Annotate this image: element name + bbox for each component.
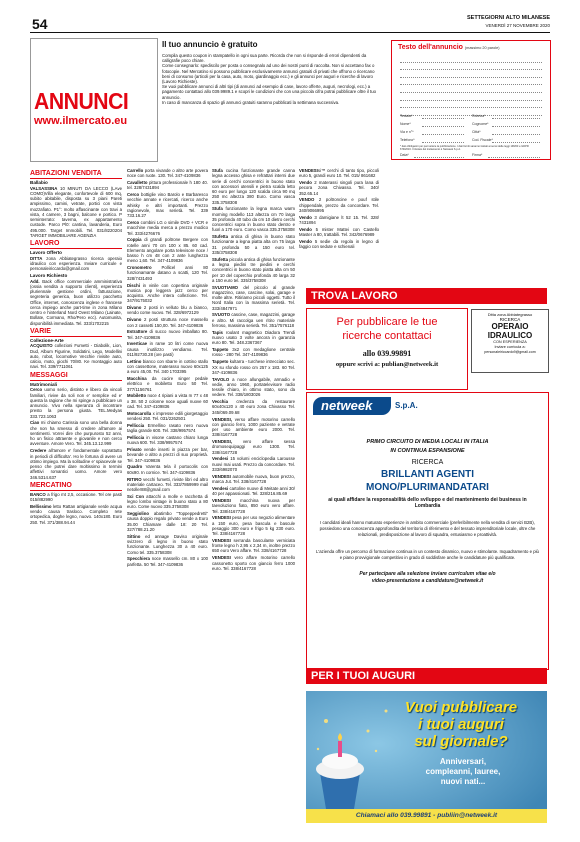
classified-ad: [30, 186, 122, 239]
classified-ad-text: porta vivande o altro arte povera noce con ruote. 130. Tel. 347-4109836: [127, 168, 208, 179]
classified-ad-keyword: Credere: [30, 448, 47, 454]
classified-ad-text: piccola antica di ghisa funzionante a legna piedini tre piedini e cerchi concentrici in buono stato piatta alta cm 50 per 10 del coperchio profonda 40 larga 32 a 150 euro tel. 335/3758308: [212, 256, 295, 283]
classified-ad-text: a noce allungabile, armadio e vedie, anno 1960, portatelevisore radio tessile chiaro, in ottimo stato, sono da vedere. Tel. 338/1803026: [212, 376, 295, 398]
classified-ad: [127, 180, 208, 191]
classifieds-column-1: [30, 168, 122, 833]
netweek-ricerca: RICERCA: [411, 459, 444, 466]
classified-ad-text: 5 mister Mattei con Castello Master a 80, trattabili. Tel. 342/0676989: [299, 226, 379, 238]
auguri-subtitle: [393, 757, 533, 787]
classified-ad-keyword: Vecchia: [212, 399, 229, 405]
field-codfiscale-input[interactable]: [492, 142, 540, 143]
classified-ad-text: a frigo mt 2,5, occasione. Tel ore pasti 015/882990: [30, 491, 122, 502]
classified-ad: [127, 341, 208, 357]
classified-ad-keyword: Tapis: [212, 329, 223, 335]
classified-ad-keyword: Vendo: [299, 180, 312, 186]
netweek-logo: netweek: [313, 397, 391, 415]
form-title: Testo dell'annuncio (massimo 20 parole): [398, 44, 500, 51]
classified-ad-keyword: Ciao: [30, 420, 40, 426]
classified-ad-text: vecchi fumetti, riviste libri ed altro materiale cartaceo. Tel. 333/7869999 mail netoller88@gmail.com: [127, 476, 208, 493]
classified-ad-text: di grandi poltrone Bergere con rotelle anni 70 cm 100 x 85. 60 cad. Elemento angolare porta televisore noce / basso h cm 48 con 2 ante lunghezza meno 1,60. Tel. 347-4109836: [127, 237, 208, 264]
netweek-spa: S.p.A.: [395, 401, 418, 410]
classified-ad: [299, 215, 379, 226]
classified-ad-text: kultarra - turchese intrecciato sec. XX su sfondo rosso cm 257 x 183. 60 Tel. 347-4109836: [212, 359, 295, 375]
classified-ad-keyword: Sittino: [127, 533, 141, 539]
classified-ad-keyword: Stufetta: [212, 234, 228, 240]
classified-ad: [30, 387, 122, 419]
classified-ad: [127, 393, 208, 409]
field-codfiscale: Cod. Fiscale*: [472, 138, 493, 142]
trova-lavoro-line1: Per pubblicare le tue: [336, 316, 438, 328]
classified-ad-keyword: DITTA: [30, 255, 43, 261]
section-heading: ABITAZIONI VENDITA: [30, 170, 122, 179]
issue-date: VENERDÌ 27 NOVEMBRE 2020: [485, 23, 550, 28]
auguri-title: [381, 699, 541, 750]
classified-ad: [127, 237, 208, 263]
classified-ad: [127, 305, 208, 316]
classified-ad: [212, 234, 295, 255]
netweek-body-2: L'azienda offre un percorso di formazione continua in un contesto dinamico, nuovo e stimolante. Inquadramento e più e piano provvigionale competitivo in grado di soddisfare anche le candidature più qualificate.: [316, 549, 539, 560]
classified-ad-keyword: RITIRO: [127, 476, 142, 482]
classified-ad: [212, 285, 295, 311]
annuncio-text-area[interactable]: [400, 55, 542, 116]
classified-ad: [30, 492, 122, 503]
field-data-input[interactable]: [414, 157, 464, 158]
trova-lavoro-box: [306, 308, 468, 390]
classified-ad-keyword: VENDESI: [212, 537, 231, 543]
classified-ad-keyword: Macchina: [127, 376, 147, 382]
classified-ad: [212, 498, 295, 514]
classified-ad: [127, 376, 208, 392]
netweek-cta-1: Per partecipare alla selezione inviare curriculum vitae e/o: [359, 571, 496, 577]
classified-ad: [127, 192, 208, 218]
classified-ad: [299, 168, 379, 179]
classified-ad-keyword: Bellissimo: [30, 503, 52, 509]
classified-ad-keyword: BANCO: [30, 491, 46, 497]
auguri-title-3: sul giornale?: [414, 733, 508, 750]
classified-ad-text: automobile nuova, buon prezzo, marca Jut. Tel. 338/4167728: [212, 473, 295, 485]
section-heading: MESSAGGI: [30, 372, 122, 381]
classified-ad: [212, 312, 295, 328]
classified-ad-keyword: VENDESI: [212, 515, 231, 521]
annunci-site-link[interactable]: www.ilmercato.eu: [34, 115, 128, 127]
classified-ad-text: pesa per uso negozio alimentare a 150 euro, pesa bascula e bascule pesaggio 300 euro e frigo 5 kg 230 euro. Tel. 338/4167728: [212, 515, 295, 537]
classified-ad-text: del piccolo al grande magazzino, case, cascine, solai, garage e molte altre. Ritiriamo piccoli oggetti. Tutto il Nord Italia con la massima serietà. Tel. 333/4847971: [212, 284, 295, 311]
classified-ad-text: attacchi a molle e racchetta di legno lombo vintage in buono stato a 80 euro. Come nuovo 335.3758308: [127, 493, 208, 510]
netweek-headline-2: IN CONTINUA ESPANSIONE: [390, 448, 465, 454]
classified-ad-text: in rame 10 litri come nuova causa inutilizzo vendiamo. Tel. 011/92730.28 (ore pasti): [127, 341, 208, 357]
classified-ad-keyword: Mobiletto: [127, 393, 147, 399]
classified-ad: [127, 464, 208, 475]
subsection-heading: Matrimoniali: [30, 381, 58, 387]
classified-ad-keyword: Estrattore: [127, 329, 148, 335]
netweek-role-2: MONO/PLURIMANDATARI: [366, 482, 489, 493]
classified-ad-text: Varenta tela il portocolis con 60x90. In cornice. Tel. 347-4109836: [127, 464, 208, 475]
field-cognome-input[interactable]: [492, 126, 540, 127]
classified-ad: [30, 448, 122, 480]
classified-ad-text: vende inserti in piazza per bar, bevande o altro a prezzi di suo proprietà. Tel. 347-4109836: [127, 447, 208, 463]
field-testata-input[interactable]: [422, 118, 464, 119]
classified-ad-keyword: Pelliccia: [127, 435, 145, 440]
classified-ad-keyword: Divano: [127, 317, 142, 323]
ditta-ad: [471, 309, 549, 373]
classified-ad-keyword: Vendo: [299, 238, 312, 244]
classified-ad-keyword: Lettino: [127, 358, 142, 364]
classified-ad-text: ed annage Daviso originale svizzero di legno in buono stato funzionante. Lunghezza 30 a 40 euro. Como tel. 335.3758308: [127, 533, 208, 555]
field-firma: Firma*: [472, 153, 483, 157]
field-citta: Città*: [472, 130, 481, 134]
classified-ad-text: 2 materassi singoli pura lana di pecora zona Chivasso. Tel. 340/ 352.65.14: [299, 180, 379, 196]
classified-ad: [127, 283, 208, 304]
classifieds-column-4: [299, 168, 379, 283]
classified-ad-keyword: Specchiera: [127, 556, 150, 562]
classified-ad: [212, 439, 295, 455]
classified-ad-keyword: Vendo: [299, 226, 312, 232]
netweek-cta-2[interactable]: video-presentazione a candidature@netweek.it: [371, 578, 484, 584]
ditta-line2: RICERCA: [499, 317, 521, 322]
classified-ad-text: credenza da restaurare 60x40x120 x 40 euro zona Chivasso Tel. 345/069.09.68: [212, 399, 295, 415]
classified-ad-text: bianco con sbarre in cottino stallo con cassettone, materasso nuovo 60x125 a euro 45,00. Tel. 340 1703395: [127, 358, 208, 375]
classified-ad-keyword: ACQUISTO: [30, 343, 53, 349]
section-heading: VARIE: [30, 328, 122, 337]
classified-ad-keyword: Tappeto: [212, 347, 229, 353]
classified-ad: [212, 330, 295, 346]
classified-ad-text: vero affare sessa dromosequipaggi euro 1300. Tel. 338/4167728: [212, 439, 295, 455]
classified-ad-text: bottiglie vino Barolo e Barbaresco vecchie annate e ricercati, ricerco anche whisky e altri importanti. Prezzo ragionevole, max serietà. Tel. 339 733.16.27: [127, 192, 208, 219]
field-via: Via e n°*: [400, 130, 414, 134]
classified-ad-keyword: Motocarolla: [127, 410, 152, 416]
classified-ad-keyword: VENDESI: [212, 498, 231, 503]
classified-ad-text: uomo serio, distinto e libero da vincoli familiari, rivive da soli non e' semplice ed e' questa la ragione che mi spinge a pubblicare un annuncio. Vivo nella speranza di incontrare presto la persona giusta. TEL.Medyas 333.723.1063: [30, 387, 122, 419]
ditta-line1: Ditta zona Abbiategrasso: [487, 312, 533, 317]
classified-ad: [127, 494, 208, 510]
auguri-subtitle-2: compleanni, lauree,: [425, 767, 501, 776]
classified-ad-keyword: Sci Con: [127, 493, 144, 499]
classified-ad: [127, 411, 208, 422]
classified-ad: [299, 227, 379, 238]
classified-ad-keyword: Carrello: [127, 168, 144, 173]
classified-ad-text: zona Abbiategrasso ricerca operaio idraulico con esperienza. Inviare curricule e personaleiriccardo@gmail.com: [30, 255, 122, 272]
auguri-header: PER I TUOI AUGURI: [306, 668, 547, 684]
header-rule: [30, 32, 550, 33]
classified-ad-keyword: SVUOTIAMO: [212, 284, 239, 290]
masthead: [467, 15, 550, 29]
form-subtitle: (massimo 20 parole): [464, 46, 500, 50]
field-cognome: Cognome*: [472, 122, 489, 126]
classified-ad-text: serranda basculante verniciata fronte legno h 2,95 x 2,34 m, inoltre prezzo 650 euro Vero affare. Tel. 338/4167728: [212, 537, 295, 554]
subsection-heading: Collezione-Arte: [30, 337, 64, 343]
classified-ad: [212, 515, 295, 536]
classified-ad: [212, 377, 295, 398]
ditta-line4: IDRAULICO: [487, 331, 533, 340]
netweek-role-1: BRILLANTI AGENTI: [381, 469, 474, 480]
classified-ad: [30, 343, 122, 369]
classified-ad: [30, 279, 122, 326]
classified-ad-text: vero affare motorino carrello cassonetto sporto con giancio ferro 1000 euro. Tel. 338/4167728: [212, 555, 295, 571]
classified-ad-keyword: Privato: [127, 447, 142, 453]
intro-paragraph: In caso di mancanza di spazio gli annunci gratuiti saranno pubblicati la settimana successiva.: [162, 99, 340, 105]
auguri-subtitle-1: Anniversari,: [439, 757, 487, 766]
classified-ad-text: 10 MINUTI DA LECCO (LAve COMO)Villa elegante, confortevole di 600 mq, subito abitabile, disposta su 3 piani Pareti ampissimo, camini, vetrate, portici con vista mozzafiato. P1°: molto affascinante con travi a vista, 4 camere, 3 bagni, balcone e portico. P seminterrato: taverna, ex appartamento custode. Parco Pl0: cantina, lavanderia, Euro 495.000. Target Immobili. Tel. 031/8220204 TARGET IMMOBILIARE AGENZIA: [30, 185, 122, 238]
classified-ad: [212, 538, 295, 554]
classified-ad: [127, 511, 208, 532]
classified-ad: [30, 420, 122, 446]
ditta-email[interactable]: personaleiriccardo9@gmail.com: [484, 350, 536, 354]
classified-ad-text: cucina funzionante grande canna legna accesso ghisa e refrattari interni due serie di cerchi concentrici in buono stato con accessori utensili e pietra scalda letto 60 euro per lungo 120 scalda circa 90 mq 250 mc altezza 380 Euro. Como vasca 335.3758308: [212, 168, 295, 205]
trova-lavoro-email[interactable]: oppure scrivi a: publian@netweek.it: [335, 361, 439, 368]
trova-lavoro-header: TROVA LAVORO: [306, 288, 547, 304]
field-citta-input[interactable]: [492, 134, 540, 135]
classified-ad: [127, 317, 208, 328]
classified-ad-text: in visone castano chiaro lunga nuova 600. Tel. 338/9957574: [127, 435, 208, 446]
classified-ad-keyword: Tappeto: [212, 359, 229, 365]
classified-ad: [299, 239, 379, 250]
intro-block: [162, 40, 382, 105]
classified-ad: [212, 474, 295, 485]
classified-ad: [127, 168, 208, 179]
classified-ad: [212, 257, 295, 283]
classified-ad-text: antica di ghisa in buono stato funzionante a legna piatta alta cm 75 larga 31 profonda 50 a 150 euro tel. 335/3758308: [212, 234, 295, 255]
classified-ad-keyword: VENDESI,: [212, 439, 233, 445]
classified-ad-text: letto Rattan artigianale verde acqua vendo causa trasloco. Completo rete ortopedica, doghe legno, nuovo. 140x180. Euro 250. Tel. 371/388.94.44: [30, 503, 122, 525]
classified-ad: [127, 329, 208, 340]
subsection-heading: Lavoro Offerto: [30, 250, 62, 256]
classified-ad-keyword: Cerco: [30, 387, 43, 393]
classified-ad-keyword: VENDESI: [299, 168, 318, 173]
classified-ad-keyword: SVUOTO: [212, 312, 231, 318]
classified-ad: [127, 435, 208, 446]
auguri-title-2: i tuoi auguri: [418, 716, 504, 733]
classified-ad: [127, 447, 208, 463]
classified-ad: [212, 399, 295, 415]
classified-ad: [212, 555, 295, 571]
classified-ad: [212, 456, 295, 472]
classified-ad: [299, 180, 379, 196]
classified-ad-text: 3x2 con medaglione centrale rosso - 280 Tel. 347-4109836: [212, 347, 295, 358]
classified-ad-keyword: Stufa: [212, 206, 223, 212]
auguri-subtitle-3: nuovi nati...: [440, 777, 486, 786]
section-heading: LAVORO: [30, 240, 122, 249]
classified-ad-keyword: VENDESI: [212, 555, 231, 561]
classified-ad-text: 5 sedie da regola in legno di faggio con sedute e schienali: [299, 238, 379, 250]
classified-ad: [127, 359, 208, 375]
coupon-form: [391, 40, 551, 160]
classified-ad-keyword: VENDO: [299, 197, 315, 203]
classified-ad-text: macchina nuova per taevoluziono fiato, 850 euro vero affare. Tel. 338/4167728: [212, 498, 295, 514]
classified-ad-text: 3 damigiane lt 52 15. Tel. 328/ 7431894: [299, 214, 379, 226]
annunci-title: ANNUNCI: [34, 88, 129, 114]
classifieds-column-2: [127, 168, 208, 833]
classified-ad: [212, 486, 295, 497]
classified-ad-keyword: Cerco: [127, 220, 140, 226]
trova-lavoro-line2: ricerche contattaci: [342, 330, 432, 342]
classified-ad-text: roulant magnetico Diadora Trendi nuovo usato 3 volte ancora in garanzia euro 80. Tel. 348.2367367: [212, 329, 295, 346]
ditta-line6: Inviare curricula a:: [494, 345, 526, 349]
classified-ad: [212, 206, 295, 232]
classified-ad-keyword: Cerco: [127, 192, 140, 198]
intro-title: Il tuo annuncio è gratuito: [162, 40, 258, 49]
classified-ad-keyword: TAVOLO: [212, 376, 230, 382]
classified-ad-text: in vinile con copertina originale musica pop leggera jazz cerco per acquisto. Anche intera collezione. Tel. 347/9175032: [127, 282, 208, 304]
netweek-body: I candidati ideali hanno maturato esperienze in ambito commerciale (preferibilmente nella vendita di servizi B2B), possiedono una conoscenza approfondita del territorio di riferimento e del tessuto imprenditoriale locale, oltre che relazionali, predisposizione al lavoro di squadra, entusiasmo e proattività.: [319, 520, 536, 537]
classified-ad-keyword: Vendesi: [212, 456, 229, 462]
classified-ad-keyword: Divano: [127, 305, 142, 311]
page-number: 54: [32, 16, 48, 32]
auguri-ad: [306, 691, 547, 823]
trova-lavoro-phone: allo 039.99891: [362, 349, 412, 358]
intro-paragraph: Compila questo coupon in stampatello in ogni sua parte. Ricorda che non si risponde di errori dipendenti da calligrafie poco chiare.: [162, 53, 367, 64]
netweek-headline-1: PRIMO CIRCUITO DI MEDIA LOCALI IN ITALIA: [366, 439, 489, 445]
subsection-heading: Lavoro Richiesto: [30, 273, 68, 279]
classified-ad-text: si™ cerchi di tanto tipo, piccoli euro 5, grandi euro 10. Tel. 015/ 861682: [299, 168, 379, 179]
classified-ad-text: funzionante la legna marca warm morning modello 113 altezza cm 70 larga 35 profonda 40 tubo da cm 10 dietro cerchi concentrici sopra in buono stato dentro e fuori a 170 euro. Como vasca 335.3758308: [212, 206, 295, 233]
classified-ad-keyword: Cronometro: [127, 265, 152, 271]
classified-ad-text: x impresse edili giorgetaggio vendesi 250. Tel. 031/2262501: [127, 410, 208, 422]
classified-ad-text: Ermellino rasato nero nuova taglia grande 600. Tel. 338/9957574: [127, 422, 208, 434]
classified-ad-keyword: Vendo: [299, 214, 312, 220]
classified-ad-text: Pollicel anni 80 funzionamante datano a scatti, 120 Tel. 328/7431493: [127, 265, 208, 281]
intro-paragraph: Come consegnarlo: spediscilo per posta o consegnalo ad uno dei nostri punti di raccolta. Non si accettano fax o fotocopie. Nel Mercatino si possono pubblicare esclusivamente annunci gratuiti di privati che offrono o ricercano beni di consumo (articoli per la casa, auto, moto, giardinaggio ecc.) e gli annunci per auguri e ricerche di lavoro (Lavoro Richieste).: [162, 63, 375, 85]
netweek-ad: [306, 392, 549, 670]
intro-paragraph: Se vuoi pubblicare annunci di altri tipi (di annunci ad esempio di case, lavoro offerte, auguri, necrologi, ecc.) a pagamento contattaci allo 039.9989.1 e scopri le condizioni che con una piccola cifra potrai pubblicare oltre il tuo annuncio.: [162, 84, 377, 100]
subsection-heading: Ballabio: [30, 180, 48, 185]
field-firma-input[interactable]: [488, 157, 540, 158]
classified-ad: [299, 197, 379, 213]
field-data: Data*: [400, 153, 409, 157]
classified-ad-text: 2 posti struttura noce massello con 2 cassetti 150,00. Tel. 347-4109836: [127, 317, 208, 328]
classified-ad-text: da cucire singer pedale elettrico e mobiletto Euro 50 Tel. 377/1156761: [127, 376, 208, 392]
classified-ad-keyword: Stufa: [212, 168, 223, 173]
classified-ad-keyword: Seggiolino: [127, 511, 149, 517]
field-telefono: Telefono*: [400, 138, 415, 142]
classified-ad: [212, 168, 295, 205]
classified-ad: [127, 477, 208, 493]
brand-name: SETTEGIORNI ALTO MILANESE: [466, 15, 550, 21]
field-testata: Testata*: [400, 114, 413, 118]
classified-ad-keyword: Add.: [30, 278, 40, 284]
field-rubrica-input[interactable]: [492, 118, 540, 119]
classified-ad-text: collezioni Fumetti - Diabolik, Lion, Dud, Album Figurine, Soldatini, Lego, Modellini auto, robot, locomotive Vecchie rivisite auto, calcio, moto, giochi 70/80. Ke montaggio auto navi. Tel. 339/7711061: [30, 343, 122, 370]
ditta-line3: OPERAIO: [491, 322, 529, 331]
classified-ad: [212, 417, 295, 438]
auguri-title-1: Vuoi pubblicare: [404, 699, 518, 716]
classified-ad-text: Back office commerciale amministrativa (ossia vendita a supporto clienti), esperienza pluriennale gestione ordini, fatturazione, segreteria generica, buon utilizzo pacchetto Office, internet, conoscenza inglese e francese cerca impiego anche part-time in zona Milano centro e hinterland Nord Ovest Milano (Lainate, Bollate, Cormano, Rho/Pero ecc). Automunita, disponibilità immediata. Tel. 333/1702215: [30, 278, 122, 326]
classified-ad-keyword: Dischi: [127, 282, 140, 288]
classified-ad: [127, 265, 208, 281]
classified-ad-text: pittura professionale h 180 40. tel. 328/7431894: [127, 180, 208, 191]
privacy-note: * dati obbligatori per permettere la pubblicazione. I dati forniti saranno trattati ai sensi delle leggi 196/03 e GDPR 679/2016. Il titolare del trattamento è Netweek S.p.A.: [400, 145, 529, 152]
classified-ad-text: 15 volumi enciclopedia Larousse nuovi mai usati. Prezzo da concordare. Tel. 333/6982070: [212, 456, 295, 472]
classified-ad: [127, 220, 208, 236]
field-nome: Nome*: [400, 122, 411, 126]
classified-ad-keyword: VALSASSINA: [30, 185, 58, 191]
classified-ad-text: 2 poltroncine e pouf stile chippendale, prezzo da concordare. Tel. 340/9066995: [299, 197, 379, 213]
classified-ad-text: di succo nuovo imballato 80. Tel. 347-4109836: [127, 329, 208, 340]
classifieds-column-3: [212, 168, 295, 833]
classified-ad-text: noce massello cm. 80 x 100 parfetta. 50 Tel. 347-4109836: [127, 556, 208, 567]
classified-ad-keyword: Vendesi: [212, 485, 229, 491]
classified-ad-text: verso affare motorino carrello con giancio ferro, 1000 paziente e vetrate per uso ambiente euro 2000. Tel. 338/4167728: [212, 416, 295, 438]
ditta-line5: CON ESPERIENZA: [493, 340, 527, 344]
netweek-description: ai quali affidare la responsabilità dello sviluppo e del mantenimento dei business in Lombardia: [328, 497, 527, 510]
classified-ad-text: all'amore e' fondamentale soprattutto in periodi di difficolta'. Ho le fortuna di avere un ottimo impiego. Ma la solitudine e' spiacevole se penso che potrei dare moltissimo in termini affettivi romantici uomo. Amore vero 346.5314.637: [30, 448, 122, 480]
classified-ad: [212, 359, 295, 375]
field-rubrica: Rubrica*: [472, 114, 486, 118]
classified-ad-keyword: Coppia: [127, 237, 142, 243]
classified-ad-keyword: VENDESI: [212, 473, 231, 479]
classified-ad-keyword: Stufetta: [212, 256, 228, 262]
classified-ad-text: cartoline nuove di Meitate anni 30/ 40 per appassionati. Tel. 328/216.85.69: [212, 485, 295, 497]
classified-ad-keyword: Quadro: [127, 464, 143, 470]
classified-ad: [212, 347, 295, 358]
classified-ad: [127, 534, 208, 555]
classified-ad: [127, 423, 208, 434]
field-via-input[interactable]: [422, 134, 464, 135]
classified-ad-text: mi chiamo Carissia sono una bella donna che non ha smesso di credere all'amore ai sentimenti. Vorrei dire che purpurosto 52 anni, ho un fisico attraente e giovanile e non cerco avventure. Amore Vero. Tel. 345.13.12.999: [30, 420, 122, 447]
classified-ad-text: combini LG o simile DVD + VCR e macchine media merca a prezzo modico Tel. 333/4276676: [127, 220, 208, 236]
classified-ad-keyword: VENDESI,: [212, 416, 233, 422]
classified-ad-keyword: Inverticae: [127, 341, 148, 347]
classified-ad-text: abatimbo "Toppeppedretti" causa doppio regalo privato vende a Euro 35.00 Chiamare dalle 18: 20 Tel. 327/788.21.20: [127, 511, 208, 532]
classified-ad-keyword: Pelliccia: [127, 422, 145, 428]
classified-ad-keyword: Cavalletto: [127, 180, 148, 186]
field-nome-input[interactable]: [422, 126, 464, 127]
auguri-cta[interactable]: Chiamaci allo 039.99891 - publiin@netweek.it: [306, 809, 547, 823]
classified-ad-text: noce 4 ripiani a vista m 77 x 48 x 38. 50 2 colonne noce uguali nuove 60 cad. Tel. 347-4109836: [127, 393, 208, 409]
classified-ad: [30, 504, 122, 525]
classified-ad-text: 2 posti in velluto blu a bianco, vendo come nuovo. Tel. 328/6972129: [127, 305, 208, 316]
classified-ad: [127, 556, 208, 567]
field-telefono-input[interactable]: [422, 142, 464, 143]
section-heading: MERCATINO: [30, 482, 122, 491]
classified-ad-text: cascine, case, magazzini, garage e altro. Mi raccolga uen ritiro materiale ferroso, massima serietà. Tel. 351/7576118: [212, 312, 295, 328]
classified-ad: [30, 256, 122, 272]
